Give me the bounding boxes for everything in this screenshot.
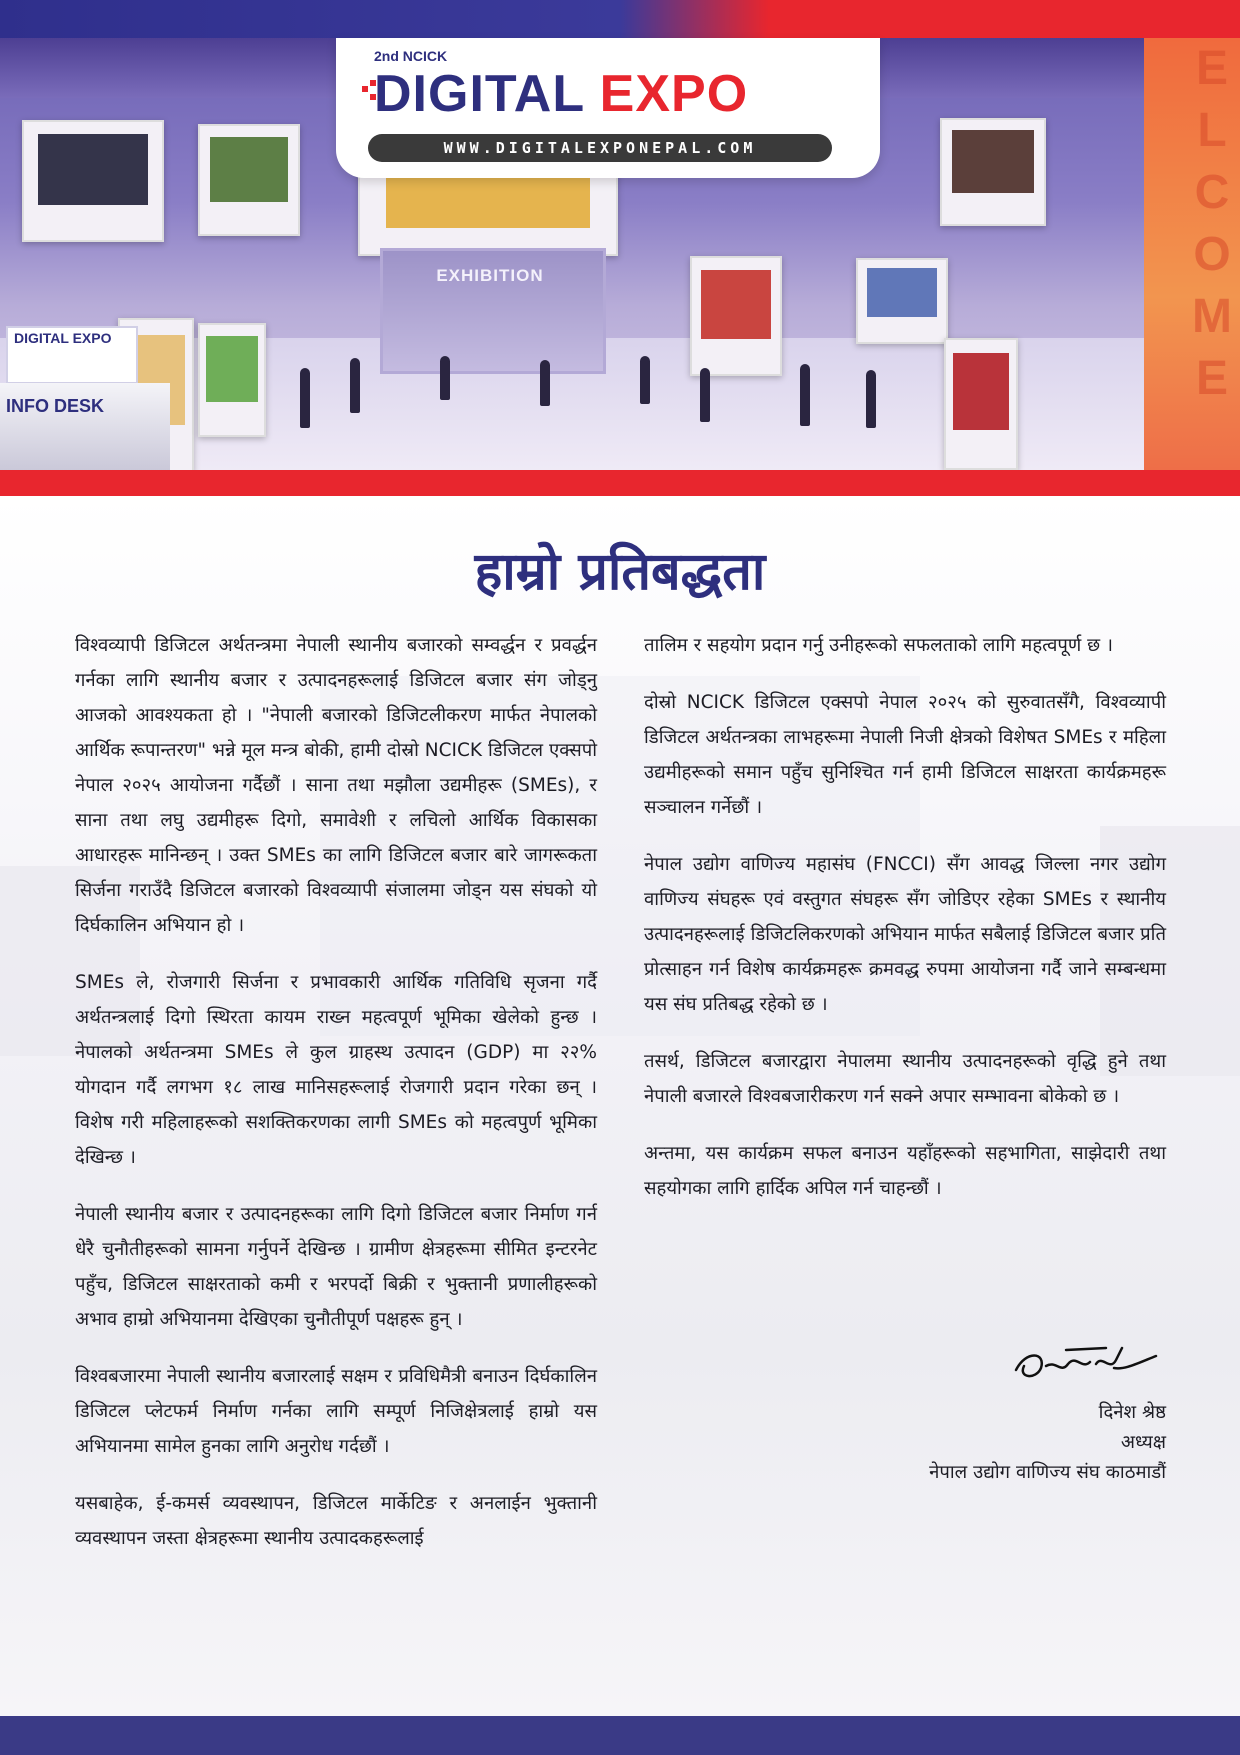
page-title: हाम्रो प्रतिबद्धता — [474, 542, 766, 602]
paragraph: नेपाल उद्योग वाणिज्य महासंघ (FNCCI) सँग आवद्ध जिल्ला नगर उद्योग वाणिज्य संघहरू एवं वस्तुगत संघहरू सँग जोडिएर रहेका SMEs र स्थानीय उत्पादनहरूलाई डिजिटलिकरणको अभियान मार्फत सबैलाई डिजिटल बजार प्रति प्रोत्साहन गर्न विशेष कार्यक्रमहरू क्रमवद्ध रुपमा आयोजना गर्दै जाने सम्बन्धमा यस संघ प्रतिबद्ध रहेको छ । — [644, 854, 1166, 1015]
visitor — [700, 368, 710, 422]
info-desk-label: INFO DESK — [6, 396, 105, 416]
signature-image — [1006, 1330, 1166, 1400]
poster-standee-green — [198, 323, 266, 437]
signatory-position: अध्यक्ष — [1120, 1432, 1166, 1453]
visitor — [300, 368, 310, 428]
signatory-block — [929, 1398, 1166, 1488]
paragraph: विश्वव्यापी डिजिटल अर्थतन्त्रमा नेपाली स्थानीय बजारको सम्वर्द्धन र प्रवर्द्धन गर्नका लागि स्थानीय बजार र उत्पादनहरूलाई डिजिटल बजार संग जोड्नु आजको आवश्यकता हो । "नेपाली बजारको डिजिटलीकरण मार्फत नेपालको आर्थिक रूपान्तरण" भन्ने मूल मन्त्र बोकी, हामी दोस्रो NCICK डिजिटल एक्सपो नेपाल २०२५ आयोजना गर्दैछौं । साना तथा मझौला उद्यमीहरू (SMEs), र साना तथा लघु उद्यमीहरू दिगो, समावेशी र लचिलो आर्थिक विकासका आधारहरू मानिन्छन् । उक्त SMEs का लागि डिजिटल बजार बारे जागरूकता सिर्जना गराउँदै डिजिटल बजारको विश्वव्यापी संजालमा जोड्न यस संघको यो दिर्घकालिन अभियान हो । — [75, 635, 597, 936]
logo-expo: EXPO — [599, 65, 749, 123]
bottom-band — [0, 1716, 1240, 1755]
top-color-strip — [0, 0, 1240, 38]
visitor — [440, 356, 450, 400]
paragraph: दोस्रो NCICK डिजिटल एक्सपो नेपाल २०२५ को सुरुवातसँगै, विश्वव्यापी डिजिटल अर्थतन्त्रका लाभहरूमा नेपाली निजी क्षेत्रको विशेषत SMEs र महिला उद्यमीहरूको समान पहुँच सुनिश्चित गर्न हामी डिजिटल साक्षरता कार्यक्रमहरू सञ्चालन गर्नेछौं । — [644, 692, 1166, 818]
right-column — [644, 628, 1166, 1228]
logo-digital: DIGITAL — [374, 65, 585, 123]
poster-suit — [22, 120, 164, 242]
visitor — [866, 370, 876, 428]
visitor — [640, 356, 650, 404]
exhibition-sign: EXHIBITION — [436, 266, 544, 285]
logo-main-text — [374, 64, 748, 124]
logo-small-text: 2nd NCICK — [374, 48, 448, 64]
paragraph: नेपाली स्थानीय बजार र उत्पादनहरूका लागि दिगो डिजिटल बजार निर्माण गर्न धेरै चुनौतीहरूको सामना गर्नुपर्ने देखिन्छ । ग्रामीण क्षेत्रहरूमा सीमित इन्टरनेट पहुँच, डिजिटल साक्षरताको कमी र भरपर्दो बिक्री र भुक्तानी प्रणालीहरूको अभाव हाम्रो अभियानमा देखिएका चुनौतीपूर्ण पक्षहरू हुन् । — [75, 1204, 597, 1330]
poster-standee-red — [944, 338, 1018, 470]
paragraph: अन्तमा, यस कार्यक्रम सफल बनाउन यहाँहरूको सहभागिता, साझेदारी तथा सहयोगका लागि हार्दिक अपिल गर्न चाहन्छौं । — [644, 1143, 1166, 1199]
signatory-organization: नेपाल उद्योग वाणिज्य संघ काठमाडौं — [929, 1462, 1166, 1483]
poster-machine — [690, 256, 782, 376]
left-column — [75, 628, 597, 1578]
red-stripe — [0, 470, 1240, 496]
expo-board-text: DIGITAL EXPO — [14, 330, 112, 346]
paragraph: तसर्थ, डिजिटल बजारद्वारा नेपालमा स्थानीय उत्पादनहरूको वृद्धि हुने तथा नेपाली बजारले विश्वबजारीकरण गर्न सक्ने अपार सम्भावना बोकेको छ । — [644, 1051, 1166, 1107]
poster-right — [856, 258, 948, 344]
visitor — [540, 360, 550, 406]
visitor — [800, 364, 810, 426]
visitor — [350, 358, 360, 413]
hero-right-letters: E L C O M E — [1192, 42, 1232, 405]
paragraph: यसबाहेक, ई-कमर्स व्यवस्थापन, डिजिटल मार्केटिङ र अनलाईन भुक्तानी व्यवस्थापन जस्ता क्षेत्रहरूमा स्थानीय उत्पादकहरूलाई — [75, 1493, 597, 1549]
signatory-name: दिनेश श्रेष्ठ — [1098, 1402, 1166, 1423]
paragraph: SMEs ले, रोजगारी सिर्जना र प्रभावकारी आर्थिक गतिविधि सृजना गर्दै अर्थतन्त्रलाई दिगो स्थिरता कायम राख्न महत्वपूर्ण भूमिका खेलेको हुन्छ । नेपालको अर्थतन्त्रमा SMEs ले कुल ग्राहस्थ उत्पादन (GDP) मा २२% योगदान गर्दै लगभग १८ लाख मानिसहरूलाई रोजगारी प्रदान गरेका छन् । विशेष गरी महिलाहरूको सशक्तिकरणका लागी SMEs को महत्वपुर्ण भूमिका देखिन्छ । — [75, 972, 597, 1168]
logo-url: WWW.DIGITALEXPONEPAL.COM — [368, 134, 832, 162]
poster-shoe — [198, 124, 300, 236]
paragraph: विश्वबजारमा नेपाली स्थानीय बजारलाई सक्षम र प्रविधिमैत्री बनाउन दिर्घकालिन डिजिटल प्लेटफर्म निर्माण गर्नका लागि सम्पूर्ण निजिक्षेत्रलाई हाम्रो यस अभियानमा सामेल हुनका लागि अनुरोध गर्दछौं । — [75, 1366, 597, 1457]
paragraph: तालिम र सहयोग प्रदान गर्नु उनीहरूको सफलताको लागि महत्वपूर्ण छ । — [644, 635, 1113, 656]
poster-jewelry — [940, 118, 1046, 226]
